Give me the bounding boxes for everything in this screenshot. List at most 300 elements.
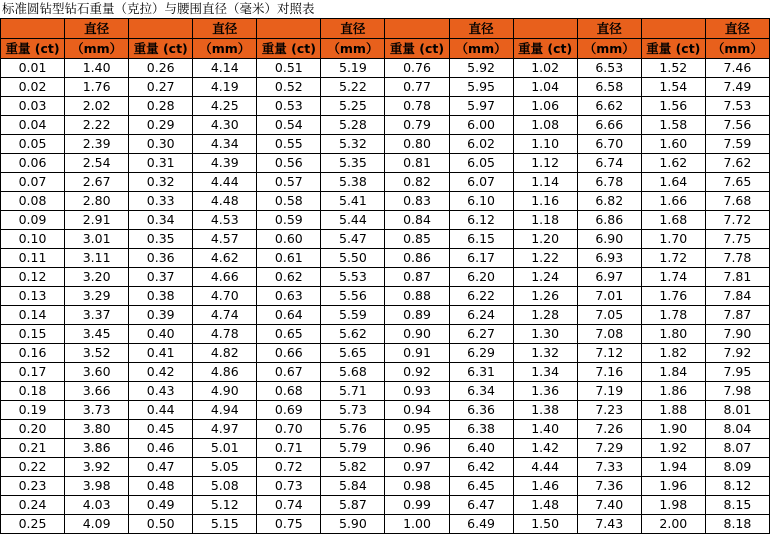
- header-weight-spacer-5: [513, 19, 577, 39]
- cell-weight: 0.57: [257, 173, 321, 192]
- header-weight-label-5: 重量 (ct): [513, 39, 577, 59]
- table-body: [1, 59, 770, 534]
- cell-diameter: 6.62: [577, 97, 641, 116]
- cell-diameter: 6.12: [449, 211, 513, 230]
- cell-diameter: 6.00: [449, 116, 513, 135]
- cell-diameter: 7.29: [577, 439, 641, 458]
- cell-weight: 0.49: [129, 496, 193, 515]
- cell-diameter: 4.09: [65, 515, 129, 534]
- cell-diameter: 7.84: [705, 287, 769, 306]
- cell-diameter: 8.12: [705, 477, 769, 496]
- cell-diameter: 6.17: [449, 249, 513, 268]
- cell-diameter: 4.14: [193, 59, 257, 78]
- cell-weight: 0.63: [257, 287, 321, 306]
- cell-weight: 0.85: [385, 230, 449, 249]
- cell-diameter: 4.30: [193, 116, 257, 135]
- cell-diameter: 5.62: [321, 325, 385, 344]
- cell-diameter: 7.26: [577, 420, 641, 439]
- cell-weight: 0.99: [385, 496, 449, 515]
- cell-diameter: 5.59: [321, 306, 385, 325]
- cell-diameter: 6.27: [449, 325, 513, 344]
- cell-weight: 0.59: [257, 211, 321, 230]
- cell-weight: 0.75: [257, 515, 321, 534]
- cell-weight: 0.66: [257, 344, 321, 363]
- cell-diameter: 7.19: [577, 382, 641, 401]
- cell-weight: 0.51: [257, 59, 321, 78]
- table-row: [1, 458, 770, 477]
- cell-weight: 1.46: [513, 477, 577, 496]
- cell-diameter: 7.87: [705, 306, 769, 325]
- cell-diameter: 5.79: [321, 439, 385, 458]
- cell-diameter: 8.18: [705, 515, 769, 534]
- cell-diameter: 7.12: [577, 344, 641, 363]
- cell-diameter: 5.05: [193, 458, 257, 477]
- cell-weight: 1.30: [513, 325, 577, 344]
- cell-weight: 0.26: [129, 59, 193, 78]
- cell-weight: 1.60: [641, 135, 705, 154]
- cell-diameter: 7.72: [705, 211, 769, 230]
- cell-weight: 0.40: [129, 325, 193, 344]
- cell-weight: 0.69: [257, 401, 321, 420]
- cell-diameter: 4.44: [193, 173, 257, 192]
- cell-diameter: 8.04: [705, 420, 769, 439]
- cell-diameter: 3.60: [65, 363, 129, 382]
- cell-weight: 0.18: [1, 382, 65, 401]
- cell-weight: 0.92: [385, 363, 449, 382]
- cell-diameter: 5.76: [321, 420, 385, 439]
- cell-weight: 2.00: [641, 515, 705, 534]
- cell-weight: 1.04: [513, 78, 577, 97]
- cell-weight: 0.20: [1, 420, 65, 439]
- cell-diameter: 5.87: [321, 496, 385, 515]
- cell-diameter: 5.97: [449, 97, 513, 116]
- cell-weight: 1.82: [641, 344, 705, 363]
- cell-diameter: 6.45: [449, 477, 513, 496]
- cell-diameter: 7.95: [705, 363, 769, 382]
- cell-weight: 1.34: [513, 363, 577, 382]
- cell-diameter: 5.25: [321, 97, 385, 116]
- cell-diameter: 5.35: [321, 154, 385, 173]
- cell-diameter: 5.19: [321, 59, 385, 78]
- cell-diameter: 6.40: [449, 439, 513, 458]
- cell-diameter: 7.81: [705, 268, 769, 287]
- cell-weight: 1.20: [513, 230, 577, 249]
- cell-weight: 1.48: [513, 496, 577, 515]
- cell-diameter: 4.70: [193, 287, 257, 306]
- cell-diameter: 6.97: [577, 268, 641, 287]
- cell-diameter: 6.70: [577, 135, 641, 154]
- cell-diameter: 2.22: [65, 116, 129, 135]
- cell-diameter: 6.93: [577, 249, 641, 268]
- cell-weight: 1.86: [641, 382, 705, 401]
- cell-diameter: 6.29: [449, 344, 513, 363]
- cell-weight: 0.09: [1, 211, 65, 230]
- cell-weight: 0.10: [1, 230, 65, 249]
- cell-diameter: 7.43: [577, 515, 641, 534]
- cell-weight: 0.60: [257, 230, 321, 249]
- cell-weight: 0.12: [1, 268, 65, 287]
- header-diameter-unit-4: （mm）: [449, 39, 513, 59]
- header-diameter-label-2: 直径: [193, 19, 257, 39]
- cell-weight: 0.15: [1, 325, 65, 344]
- cell-weight: 1.90: [641, 420, 705, 439]
- cell-diameter: 4.62: [193, 249, 257, 268]
- table-row: [1, 116, 770, 135]
- cell-weight: 1.38: [513, 401, 577, 420]
- table-row: [1, 306, 770, 325]
- cell-diameter: 7.75: [705, 230, 769, 249]
- table-row: [1, 211, 770, 230]
- cell-weight: 0.70: [257, 420, 321, 439]
- cell-diameter: 6.42: [449, 458, 513, 477]
- cell-weight: 0.24: [1, 496, 65, 515]
- cell-weight: 1.64: [641, 173, 705, 192]
- cell-diameter: 5.28: [321, 116, 385, 135]
- cell-diameter: 6.22: [449, 287, 513, 306]
- cell-weight: 0.23: [1, 477, 65, 496]
- cell-weight: 1.10: [513, 135, 577, 154]
- cell-diameter: 6.90: [577, 230, 641, 249]
- cell-weight: 0.01: [1, 59, 65, 78]
- cell-weight: 1.28: [513, 306, 577, 325]
- table-row: [1, 192, 770, 211]
- cell-diameter: 6.58: [577, 78, 641, 97]
- cell-weight: 0.03: [1, 97, 65, 116]
- table-row: [1, 401, 770, 420]
- cell-diameter: 6.31: [449, 363, 513, 382]
- cell-weight: 0.48: [129, 477, 193, 496]
- cell-diameter: 6.34: [449, 382, 513, 401]
- cell-diameter: 3.66: [65, 382, 129, 401]
- table-row: [1, 173, 770, 192]
- cell-diameter: 4.19: [193, 78, 257, 97]
- page-title: 标准圆钻型钻石重量（克拉）与腰围直径（毫米）对照表: [2, 1, 315, 16]
- cell-weight: 1.92: [641, 439, 705, 458]
- cell-diameter: 3.29: [65, 287, 129, 306]
- cell-diameter: 7.36: [577, 477, 641, 496]
- cell-weight: 1.42: [513, 439, 577, 458]
- cell-weight: 1.36: [513, 382, 577, 401]
- cell-diameter: 7.59: [705, 135, 769, 154]
- cell-weight: 0.61: [257, 249, 321, 268]
- cell-diameter: 1.40: [65, 59, 129, 78]
- cell-weight: 0.28: [129, 97, 193, 116]
- cell-weight: 1.40: [513, 420, 577, 439]
- cell-diameter: 4.48: [193, 192, 257, 211]
- cell-diameter: 5.22: [321, 78, 385, 97]
- cell-diameter: 7.65: [705, 173, 769, 192]
- cell-diameter: 5.56: [321, 287, 385, 306]
- cell-diameter: 5.82: [321, 458, 385, 477]
- cell-weight: 0.42: [129, 363, 193, 382]
- cell-weight: 0.06: [1, 154, 65, 173]
- cell-diameter: 7.16: [577, 363, 641, 382]
- cell-diameter: 4.66: [193, 268, 257, 287]
- cell-weight: 1.00: [385, 515, 449, 534]
- cell-weight: 1.50: [513, 515, 577, 534]
- cell-diameter: 5.68: [321, 363, 385, 382]
- cell-weight: 1.22: [513, 249, 577, 268]
- table-row: [1, 287, 770, 306]
- cell-diameter: 8.09: [705, 458, 769, 477]
- cell-weight: 0.27: [129, 78, 193, 97]
- cell-diameter: 6.82: [577, 192, 641, 211]
- cell-diameter: 6.74: [577, 154, 641, 173]
- cell-diameter: 7.33: [577, 458, 641, 477]
- cell-diameter: 5.15: [193, 515, 257, 534]
- cell-weight: 0.22: [1, 458, 65, 477]
- header-diameter-unit-6: （mm）: [705, 39, 769, 59]
- cell-diameter: 7.23: [577, 401, 641, 420]
- cell-weight: 0.82: [385, 173, 449, 192]
- cell-diameter: 5.50: [321, 249, 385, 268]
- cell-weight: 0.89: [385, 306, 449, 325]
- cell-weight: 0.86: [385, 249, 449, 268]
- cell-weight: 0.93: [385, 382, 449, 401]
- cell-weight: 0.05: [1, 135, 65, 154]
- cell-diameter: 4.74: [193, 306, 257, 325]
- table-row: [1, 268, 770, 287]
- cell-diameter: 3.01: [65, 230, 129, 249]
- cell-diameter: 5.32: [321, 135, 385, 154]
- cell-diameter: 7.01: [577, 287, 641, 306]
- table-row: [1, 325, 770, 344]
- cell-weight: 0.14: [1, 306, 65, 325]
- table-row: [1, 230, 770, 249]
- cell-diameter: 6.47: [449, 496, 513, 515]
- cell-weight: 1.74: [641, 268, 705, 287]
- cell-diameter: 5.47: [321, 230, 385, 249]
- cell-weight: 0.35: [129, 230, 193, 249]
- cell-diameter: 4.78: [193, 325, 257, 344]
- cell-weight: 0.44: [129, 401, 193, 420]
- cell-weight: 1.32: [513, 344, 577, 363]
- cell-diameter: 7.78: [705, 249, 769, 268]
- cell-diameter: 6.53: [577, 59, 641, 78]
- cell-weight: 0.71: [257, 439, 321, 458]
- cell-weight: 0.56: [257, 154, 321, 173]
- table-row: [1, 344, 770, 363]
- cell-diameter: 4.90: [193, 382, 257, 401]
- cell-diameter: 4.39: [193, 154, 257, 173]
- cell-diameter: 4.97: [193, 420, 257, 439]
- cell-weight: 0.74: [257, 496, 321, 515]
- cell-diameter: 5.38: [321, 173, 385, 192]
- cell-diameter: 3.11: [65, 249, 129, 268]
- cell-diameter: 7.62: [705, 154, 769, 173]
- cell-weight: 1.06: [513, 97, 577, 116]
- cell-diameter: 5.73: [321, 401, 385, 420]
- cell-diameter: 7.46: [705, 59, 769, 78]
- cell-weight: 1.56: [641, 97, 705, 116]
- header-weight-label-1: 重量 (ct): [1, 39, 65, 59]
- cell-weight: 0.19: [1, 401, 65, 420]
- cell-weight: 0.45: [129, 420, 193, 439]
- cell-weight: 0.16: [1, 344, 65, 363]
- header-diameter-unit-1: （mm）: [65, 39, 129, 59]
- cell-weight: 0.46: [129, 439, 193, 458]
- table-row: [1, 154, 770, 173]
- cell-weight: 0.95: [385, 420, 449, 439]
- table-row: [1, 477, 770, 496]
- cell-diameter: 5.84: [321, 477, 385, 496]
- cell-diameter: 6.05: [449, 154, 513, 173]
- cell-weight: 0.88: [385, 287, 449, 306]
- cell-diameter: 6.24: [449, 306, 513, 325]
- header-diameter-label-3: 直径: [321, 19, 385, 39]
- header-weight-label-3: 重量 (ct): [257, 39, 321, 59]
- cell-diameter: 4.34: [193, 135, 257, 154]
- cell-diameter: 3.98: [65, 477, 129, 496]
- table-row: [1, 496, 770, 515]
- table-row: [1, 382, 770, 401]
- cell-diameter: 2.91: [65, 211, 129, 230]
- cell-diameter: 6.49: [449, 515, 513, 534]
- header-weight-label-2: 重量 (ct): [129, 39, 193, 59]
- cell-diameter: 2.39: [65, 135, 129, 154]
- cell-diameter: 2.02: [65, 97, 129, 116]
- cell-diameter: 7.92: [705, 344, 769, 363]
- cell-weight: 0.36: [129, 249, 193, 268]
- cell-diameter: 6.07: [449, 173, 513, 192]
- cell-diameter: 7.53: [705, 97, 769, 116]
- cell-diameter: 7.08: [577, 325, 641, 344]
- cell-weight: 1.78: [641, 306, 705, 325]
- cell-weight: 1.52: [641, 59, 705, 78]
- header-weight-spacer-1: [1, 19, 65, 39]
- cell-weight: 0.08: [1, 192, 65, 211]
- cell-weight: 0.21: [1, 439, 65, 458]
- cell-diameter: 3.20: [65, 268, 129, 287]
- cell-weight: 0.68: [257, 382, 321, 401]
- cell-weight: 0.34: [129, 211, 193, 230]
- cell-diameter: 5.95: [449, 78, 513, 97]
- cell-weight: 0.55: [257, 135, 321, 154]
- cell-weight: 0.58: [257, 192, 321, 211]
- header-diameter-label-6: 直径: [705, 19, 769, 39]
- header-weight-spacer-2: [129, 19, 193, 39]
- cell-weight: 1.24: [513, 268, 577, 287]
- cell-weight: 0.72: [257, 458, 321, 477]
- cell-weight: 0.53: [257, 97, 321, 116]
- cell-weight: 0.38: [129, 287, 193, 306]
- cell-weight: 1.16: [513, 192, 577, 211]
- table-row: [1, 515, 770, 534]
- cell-weight: 0.52: [257, 78, 321, 97]
- cell-weight: 0.31: [129, 154, 193, 173]
- cell-weight: 4.44: [513, 458, 577, 477]
- cell-weight: 0.84: [385, 211, 449, 230]
- table-row: [1, 97, 770, 116]
- table-header-row-top: [1, 19, 770, 39]
- cell-diameter: 3.80: [65, 420, 129, 439]
- header-weight-label-6: 重量 (ct): [641, 39, 705, 59]
- cell-weight: 1.66: [641, 192, 705, 211]
- cell-weight: 0.32: [129, 173, 193, 192]
- cell-diameter: 4.86: [193, 363, 257, 382]
- cell-weight: 0.13: [1, 287, 65, 306]
- cell-diameter: 6.38: [449, 420, 513, 439]
- table-row: [1, 135, 770, 154]
- cell-weight: 0.97: [385, 458, 449, 477]
- cell-diameter: 4.82: [193, 344, 257, 363]
- cell-diameter: 4.94: [193, 401, 257, 420]
- cell-diameter: 6.20: [449, 268, 513, 287]
- cell-weight: 1.94: [641, 458, 705, 477]
- cell-weight: 0.11: [1, 249, 65, 268]
- cell-diameter: 6.02: [449, 135, 513, 154]
- cell-diameter: 6.15: [449, 230, 513, 249]
- cell-diameter: 6.78: [577, 173, 641, 192]
- cell-diameter: 4.57: [193, 230, 257, 249]
- cell-diameter: 3.92: [65, 458, 129, 477]
- cell-weight: 1.14: [513, 173, 577, 192]
- cell-diameter: 7.56: [705, 116, 769, 135]
- cell-diameter: 5.65: [321, 344, 385, 363]
- cell-weight: 0.80: [385, 135, 449, 154]
- cell-weight: 0.17: [1, 363, 65, 382]
- cell-weight: 0.39: [129, 306, 193, 325]
- cell-weight: 0.02: [1, 78, 65, 97]
- cell-weight: 0.67: [257, 363, 321, 382]
- table-row: [1, 249, 770, 268]
- cell-weight: 0.76: [385, 59, 449, 78]
- cell-diameter: 2.67: [65, 173, 129, 192]
- cell-diameter: 7.68: [705, 192, 769, 211]
- cell-weight: 1.18: [513, 211, 577, 230]
- cell-diameter: 6.66: [577, 116, 641, 135]
- header-weight-spacer-6: [641, 19, 705, 39]
- cell-diameter: 1.76: [65, 78, 129, 97]
- header-diameter-label-4: 直径: [449, 19, 513, 39]
- cell-weight: 0.25: [1, 515, 65, 534]
- cell-diameter: 2.54: [65, 154, 129, 173]
- cell-diameter: 8.07: [705, 439, 769, 458]
- header-diameter-unit-5: （mm）: [577, 39, 641, 59]
- cell-weight: 0.50: [129, 515, 193, 534]
- cell-diameter: 5.41: [321, 192, 385, 211]
- cell-diameter: 3.45: [65, 325, 129, 344]
- cell-weight: 0.96: [385, 439, 449, 458]
- cell-weight: 0.65: [257, 325, 321, 344]
- cell-weight: 0.81: [385, 154, 449, 173]
- cell-diameter: 6.10: [449, 192, 513, 211]
- cell-weight: 0.87: [385, 268, 449, 287]
- cell-weight: 1.76: [641, 287, 705, 306]
- cell-diameter: 3.52: [65, 344, 129, 363]
- cell-weight: 0.29: [129, 116, 193, 135]
- cell-diameter: 7.40: [577, 496, 641, 515]
- cell-diameter: 8.15: [705, 496, 769, 515]
- cell-weight: 0.77: [385, 78, 449, 97]
- header-diameter-label-5: 直径: [577, 19, 641, 39]
- cell-weight: 0.04: [1, 116, 65, 135]
- table-row: [1, 420, 770, 439]
- cell-weight: 1.12: [513, 154, 577, 173]
- table-header: [1, 19, 770, 59]
- cell-weight: 0.64: [257, 306, 321, 325]
- cell-diameter: 3.73: [65, 401, 129, 420]
- cell-weight: 1.02: [513, 59, 577, 78]
- table-row: [1, 78, 770, 97]
- cell-diameter: 5.90: [321, 515, 385, 534]
- cell-weight: 0.98: [385, 477, 449, 496]
- cell-weight: 1.88: [641, 401, 705, 420]
- cell-weight: 1.62: [641, 154, 705, 173]
- cell-weight: 0.30: [129, 135, 193, 154]
- cell-weight: 0.47: [129, 458, 193, 477]
- cell-weight: 0.94: [385, 401, 449, 420]
